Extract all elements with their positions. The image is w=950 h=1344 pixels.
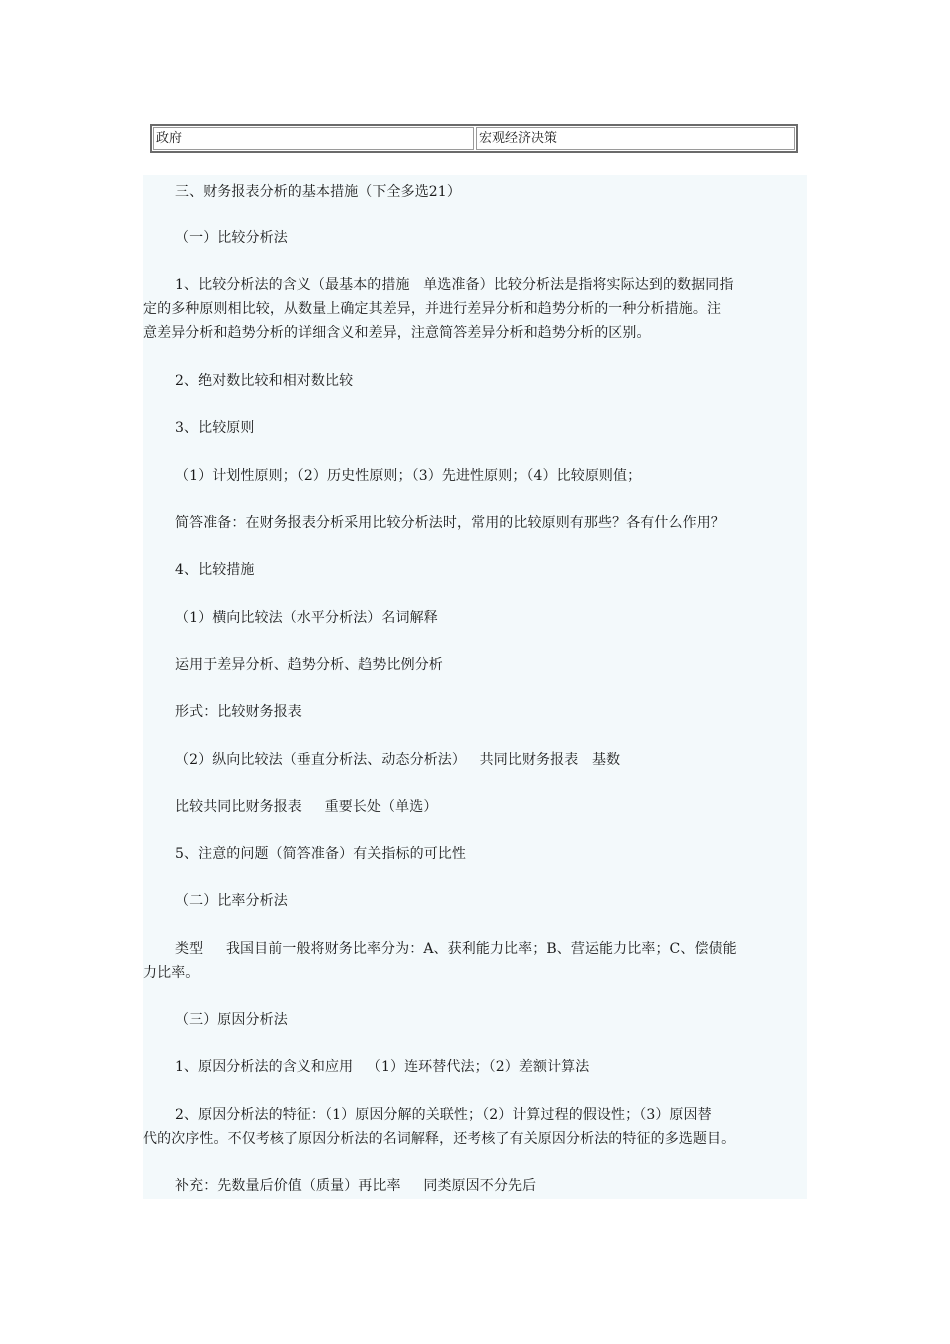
paragraph-line: 比较共同比财务报表 重要长处（单选）: [175, 799, 438, 815]
paragraph-line: （1）计划性原则；（2）历史性原则；（3）先进性原则；（4）比较原则值；: [175, 468, 642, 484]
paragraph-line: 类型 我国目前一般将财务比率分为：A、获利能力比率；B、营运能力比率；C、偿债能: [175, 941, 737, 957]
paragraph-line: 形式：比较财务报表: [175, 704, 302, 720]
paragraph-line: （2）纵向比较法（垂直分析法、动态分析法） 共同比财务报表 基数: [175, 752, 621, 768]
paragraph-line: 补充：先数量后价值（质量）再比率 同类原因不分先后: [175, 1178, 537, 1194]
header-table: [150, 124, 798, 153]
paragraph-line: 2、原因分析法的特征：（1）原因分解的关联性；（2）计算过程的假设性；（3）原因替: [175, 1107, 712, 1123]
paragraph-line: 1、原因分析法的含义和应用 （1）连环替代法；（2）差额计算法: [175, 1059, 590, 1075]
table-cell-left: 政府: [153, 127, 474, 150]
paragraph-line: 简答准备：在财务报表分析采用比较分析法时，常用的比较原则有那些？各有什么作用？: [175, 515, 725, 531]
subsection-heading: （三）原因分析法: [175, 1012, 288, 1028]
paragraph-line: 3、比较原则: [175, 420, 255, 436]
paragraph-line: 运用于差异分析、趋势分析、趋势比例分析: [175, 657, 443, 673]
paragraph-line: 力比率。: [143, 965, 200, 981]
subsection-heading: （一）比较分析法: [175, 230, 288, 246]
paragraph-line: 2、绝对数比较和相对数比较: [175, 373, 354, 389]
paragraph-line: 代的次序性。不仅考核了原因分析法的名词解释，还考核了有关原因分析法的特征的多选题目。: [143, 1131, 736, 1147]
paragraph-line: 1、比较分析法的含义（最基本的措施 单选准备）比较分析法是指将实际达到的数据同指: [175, 277, 734, 293]
table-cell-right: 宏观经济决策: [476, 127, 795, 150]
paragraph-line: 意差异分析和趋势分析的详细含义和差异，注意简答差异分析和趋势分析的区别。: [143, 325, 651, 341]
section-heading: 三、财务报表分析的基本措施（下全多选21）: [175, 184, 461, 200]
paragraph-line: （1）横向比较法（水平分析法）名词解释: [175, 610, 438, 626]
paragraph-line: 4、比较措施: [175, 562, 255, 578]
paragraph-line: 定的多种原则相比较，从数量上确定其差异，并进行差异分析和趋势分析的一种分析措施。注: [143, 301, 722, 317]
document-body: [143, 175, 807, 1199]
paragraph-line: 5、注意的问题（简答准备）有关指标的可比性: [175, 846, 467, 862]
subsection-heading: （二）比率分析法: [175, 893, 288, 909]
